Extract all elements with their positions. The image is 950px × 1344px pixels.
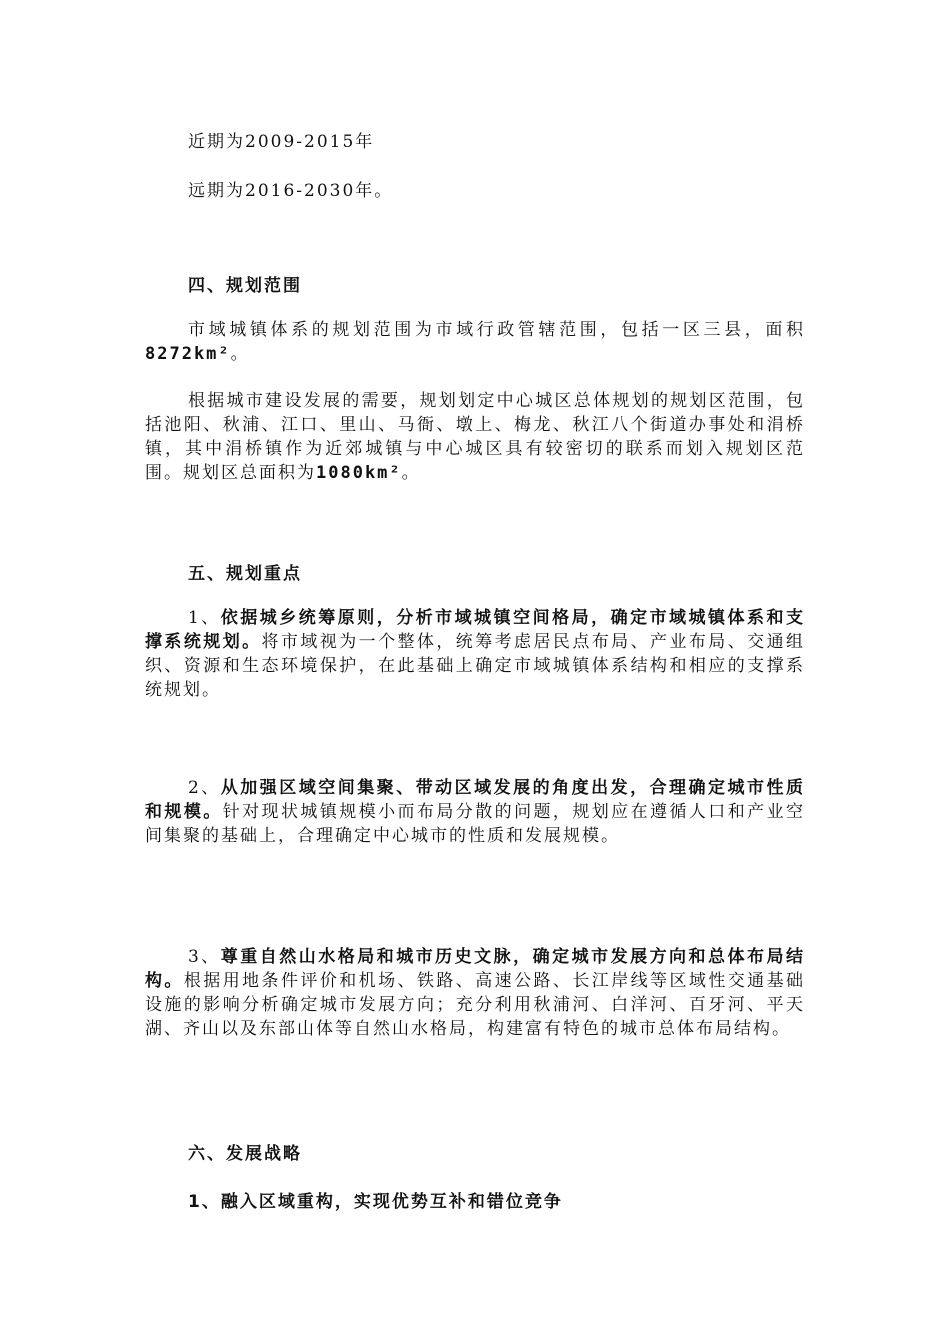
section-4-paragraph-1 [145,318,805,366]
planning-area-value: 1080km² [316,463,402,483]
section-4-paragraph-2 [145,389,805,485]
city-area-value: 8272km² [145,344,231,364]
item-3-text: 根据用地条件评价和机场、铁路、高速公路、长江岸线等区域性交通基础设施的影响分析确定城市发展方向；充分利用秋浦河、白洋河、百牙河、平天湖、齐山以及东部山体等自然山水格局，构建富有特色的城市总体布局结构。 [145,971,806,1039]
section-4-p1-end: 。 [230,344,250,364]
section-6-heading: 六、发展战略 [188,1144,302,1164]
section-5-item-2 [145,776,805,848]
near-term-period: 近期为2009-2015年 [188,132,375,152]
section-5-item-1 [145,606,805,702]
item-3-bold-text: 尊重自然山水格局和城市历史文脉，确定城市发展方向和总体布局结构。 [145,947,805,991]
section-4-p2-end: 。 [401,463,421,483]
long-term-period: 远期为2016-2030年。 [188,181,394,201]
section-6-subheading-1: 1、融入区域重构，实现优势互补和错位竞争 [188,1192,563,1212]
item-3-number: 3、 [188,947,221,967]
section-5-item-3 [145,945,805,1041]
item-2-bold-text: 从加强区域空间集聚、带动区域发展的角度出发，合理确定城市性质和规模。 [145,778,805,822]
item-1-number: 1、 [188,608,221,628]
section-5-heading: 五、规划重点 [188,564,302,584]
section-4-p2-text: 根据城市建设发展的需要，规划划定中心城区总体规划的规划区范围，包括池阳、秋浦、江口、里山、马衙、墩上、梅龙、秋江八个街道办事处和涓桥镇，其中涓桥镇作为近郊城镇与中心城区具有较密切的联系而划入规划区范围。规划区总面积为 [145,391,805,483]
item-2-number: 2、 [188,778,221,798]
item-1-text: 将市域视为一个整体，统筹考虑居民点布局、产业布局、交通组织、资源和生态环境保护，在此基础上确定市域城镇体系结构和相应的支撑系统规划。 [145,632,806,700]
section-4-p1-text: 市域城镇体系的规划范围为市域行政管辖范围，包括一区三县，面积 [188,320,805,340]
item-2-text: 针对现状城镇规模小而布局分散的问题，规划应在遵循人口和产业空间集聚的基础上，合理确定中心城市的性质和发展规模。 [145,802,806,846]
section-4-heading: 四、规划范围 [188,276,302,296]
item-1-bold-text: 依据城乡统筹原则，分析市域城镇空间格局，确定市域城镇体系和支撑系统规划。 [145,608,805,652]
